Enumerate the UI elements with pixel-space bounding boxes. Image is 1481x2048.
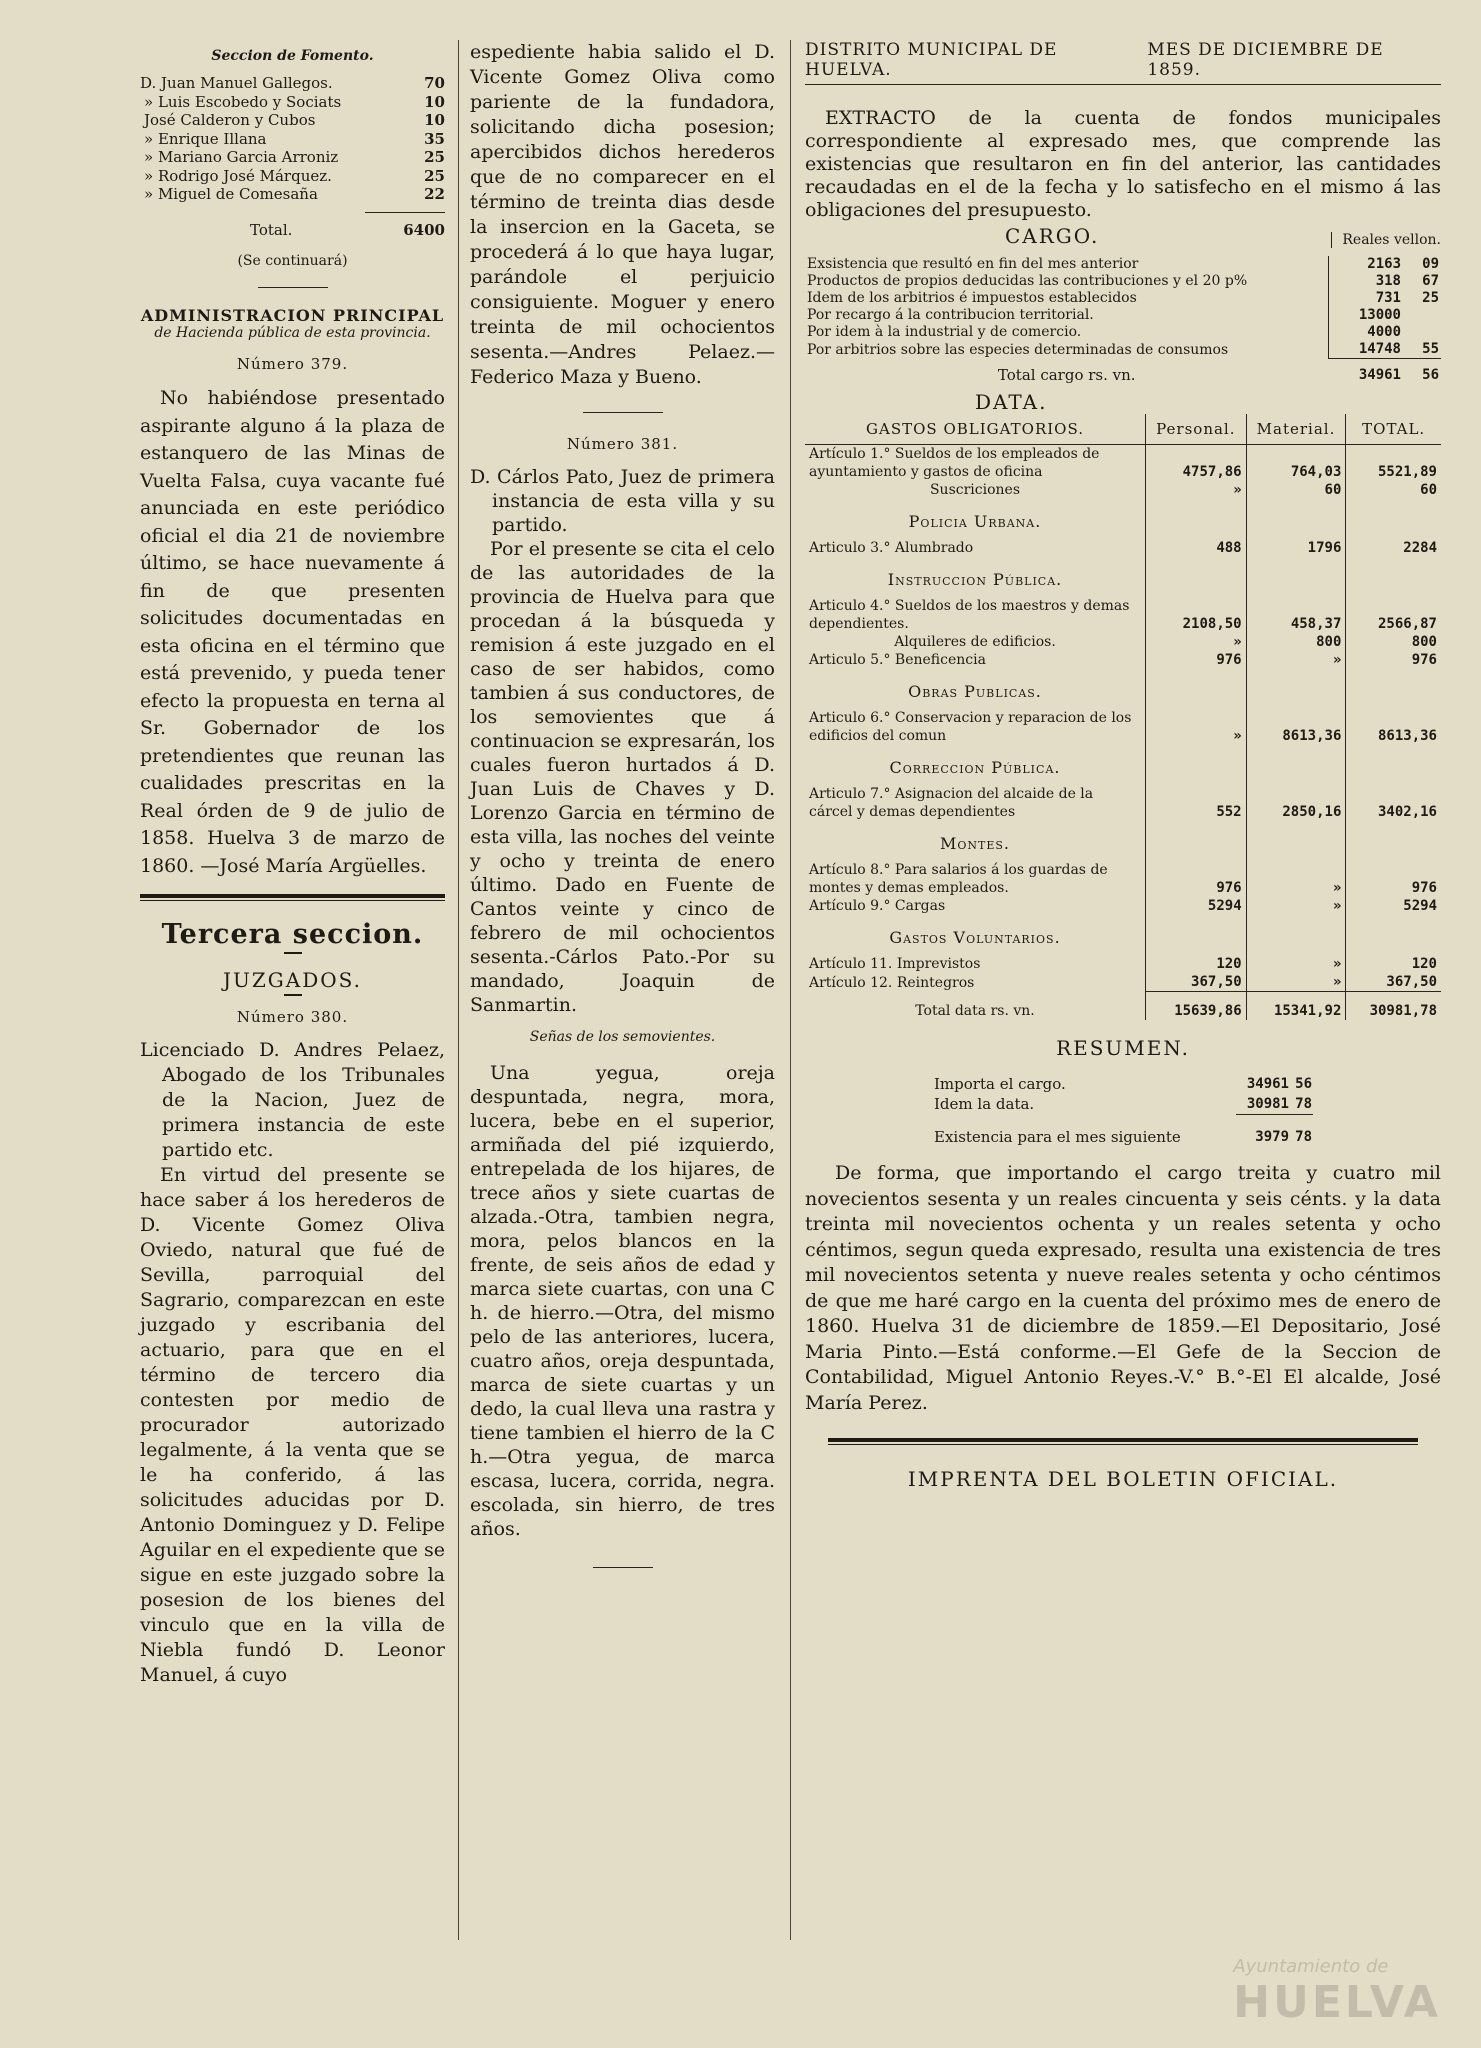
fomento-item-value: 35 — [424, 129, 445, 148]
num-379: Número 379. — [236, 355, 349, 373]
data-value-p: 120 — [1146, 955, 1247, 973]
fomento-item-name: » Rodrigo José Márquez. — [144, 166, 332, 185]
cargo-label: Productos de propios deducidas las contribuciones y el 20 p% — [807, 273, 1248, 289]
section-rule — [140, 894, 445, 901]
data-label: Artículo 11. Imprevistos — [809, 956, 981, 972]
data-label: Artículo 9.° Cargas — [809, 898, 946, 914]
data-row — [805, 481, 1441, 499]
data-value-p: 5294 — [1146, 897, 1247, 915]
data-group-title-row — [805, 557, 1441, 597]
data-value-m: » — [1246, 861, 1346, 897]
dash — [284, 952, 302, 954]
empty-cell — [1246, 557, 1346, 597]
intro-381: D. Cárlos Pato, Juez de primera instancia de esta villa y su partido. — [470, 466, 775, 536]
data-label: Artículo 1.° Sueldos de los empleados de ayuntamiento y gastos de oficina — [809, 446, 1100, 480]
empty-cell — [1346, 745, 1441, 785]
cargo-row — [805, 290, 1441, 307]
empty-cell — [1146, 557, 1247, 597]
data-row — [805, 651, 1441, 669]
cargo-amount: 13000 — [1329, 307, 1404, 324]
fomento-item-value: 22 — [424, 185, 445, 203]
data-value-m: 800 — [1246, 633, 1346, 651]
fomento-item — [140, 167, 445, 186]
reales-vellon: Reales vellon. — [1331, 232, 1441, 248]
empty-cell — [1346, 915, 1441, 955]
fomento-total — [140, 221, 445, 240]
fomento-item-name: » Luis Escobedo y Sociats — [144, 92, 342, 111]
total-rule — [365, 212, 445, 213]
data-value-p: » — [1146, 481, 1247, 499]
data-value-p: » — [1146, 709, 1247, 745]
cargo-row — [805, 256, 1441, 273]
empty-cell — [1146, 669, 1247, 709]
watermark-line1: Ayuntamiento de — [1233, 1956, 1389, 1977]
data-group-title-row — [805, 669, 1441, 709]
text-379: No habiéndose presentado aspirante alguno á la plaza de estanquero de las Minas de Vuelta Falsa, cuya vacante fué anunciada en este periódico oficial el dia 21 de noviembre último, se hace nuevamente á fin de que presenten solicitudes documentadas en esta oficina en el término que está prevenido, y pueda tener efecto la propuesta en terna al Sr. Gobernador de los pretendientes que reunan las cualidades prescritas en la Real órden de 9 de julio de 1858. Huelva 3 de marzo de 1860. —José María Argüelles. — [140, 387, 445, 877]
total-label: Total. — [250, 220, 293, 239]
resumen-data-label: Idem la data. — [934, 1095, 1035, 1113]
data-row — [805, 785, 1441, 821]
data-value-m: » — [1246, 897, 1346, 915]
cargo-label: Exsistencia que resultó en fin del mes anterior — [807, 256, 1139, 272]
data-col-header: TOTAL. — [1346, 414, 1441, 445]
data-col-header: GASTOS OBLIGATORIOS. — [805, 414, 1146, 445]
data-row — [805, 709, 1441, 745]
data-value-p: » — [1146, 633, 1247, 651]
data-header-row — [805, 414, 1441, 445]
cargo-total-b: 56 — [1403, 359, 1441, 385]
existencia-b: 78 — [1295, 1129, 1312, 1146]
cargo-cents: 55 — [1422, 341, 1439, 357]
data-row — [805, 597, 1441, 633]
data-label: Articulo 6.° Conservacion y reparacion de los edificios del comun — [809, 710, 1132, 744]
fomento-item-name: » Miguel de Comesaña — [144, 185, 318, 203]
data-total-t: 30981,78 — [1346, 992, 1441, 1021]
empty-cell — [1146, 745, 1247, 785]
data-row — [805, 445, 1441, 482]
data-label: Articulo 3.° Alumbrado — [809, 540, 974, 556]
data-group-title-row — [805, 745, 1441, 785]
cargo-label: Por idem à la industrial y de comercio. — [807, 324, 1082, 340]
cargo-row — [805, 273, 1441, 290]
cargo-title: CARGO. — [1005, 224, 1100, 248]
data-group-title-row — [805, 499, 1441, 539]
fomento-item-value: 25 — [424, 166, 445, 185]
cargo-label: Idem de los arbitrios é impuestos establecidos — [807, 290, 1137, 306]
data-value-p: 4757,86 — [1146, 445, 1247, 482]
data-value-m: » — [1246, 973, 1346, 992]
cargo-amount: 14748 — [1329, 341, 1404, 359]
admin-subtitle: de Hacienda pública de esta provincia. — [154, 325, 431, 341]
column-3 — [805, 40, 1441, 1491]
data-group-title: Montes. — [939, 834, 1010, 853]
data-value-t: 800 — [1346, 633, 1441, 651]
bottom-rule — [828, 1438, 1418, 1445]
data-total-row — [805, 992, 1441, 1021]
resumen-cargo-a: 34961 — [1246, 1076, 1289, 1092]
fomento-item-value: 10 — [424, 111, 445, 129]
cont-380: espediente habia salido el D. Vicente Gomez Oliva como pariente de la fundadora, solicitando dicha posesion; apercibidos dichos herederos que de no comparecer en el término de treinta dias desde la insercion en la Gaceta, se procederá á lo que haya lugar, parándole el perjuicio consiguiente. Moguer y enero treinta de mil ochocientos sesenta.—Andres Pelaez.— Federico Maza y Bueno. — [470, 41, 775, 388]
fomento-item-name: D. Juan Manuel Gallegos. — [140, 74, 333, 92]
empty-cell — [1246, 915, 1346, 955]
cargo-total-label: Total cargo rs. vn. — [997, 366, 1136, 384]
tercera-seccion: Tercera seccion. — [161, 919, 424, 950]
cargo-cents — [1403, 307, 1441, 324]
data-label: Articulo 5.° Beneficencia — [809, 652, 986, 668]
fomento-item-value: 25 — [424, 148, 445, 166]
empty-cell — [1146, 915, 1247, 955]
empty-cell — [1146, 499, 1247, 539]
resumen-cargo — [933, 1074, 1313, 1094]
cargo-row — [805, 307, 1441, 324]
cargo-cents: 67 — [1422, 273, 1439, 289]
closing-text: De forma, que importando el cargo treita y cuatro mil novecientos sesenta y un reales cincuenta y seis cénts. y la data treinta mil novecientos ochenta y un reales setenta y ocho céntimos, segun queda expresado, resulta una existencia de tres mil novecientos setenta y nueve reales setenta y ocho céntimos de que me haré cargo en la cuenta del próximo mes de enero de 1860. Huelva 31 de diciembre de 1859.—El Depositario, José Maria Pinto.—Está conforme.—El Gefe de la Seccion de Contabilidad, Miguel Antonio Reyes.-V.° B.°-El El alcalde, José María Perez. — [805, 1162, 1441, 1414]
data-col-header: Personal. — [1146, 414, 1247, 445]
text-381: Por el presente se cita el celo de las autoridades de la provincia de Huelva para que procedan á la búsqueda y remision á este juzgado en el caso de ser habidos, como tambien á sus conductores, de los semovientes que á continuacion se expresarán, los cuales fueron hurtados á D. Juan Luis de Chaves y D. Lorenzo Garcia en término de esta villa, las noches del veinte y ocho y treinta de enero último. Dado en Fuente de Cantos veinte y cinco de febrero de mil ochocientos sesenta.-Cárlos Pato.-Por su mandado, Joaquin de Sanmartin. — [470, 538, 775, 1016]
month-title: MES DE DICIEMBRE DE 1859. — [1147, 40, 1384, 80]
empty-cell — [1246, 499, 1346, 539]
cargo-label: Por recargo á la contribucion territorial. — [807, 307, 1094, 323]
fomento-list — [140, 74, 445, 204]
cargo-amount: 318 — [1329, 273, 1404, 290]
fomento-item-value: 10 — [424, 92, 445, 111]
existencia-row — [933, 1114, 1313, 1147]
data-label: Artículo 8.° Para salarios á los guardas de montes y demas empleados. — [809, 862, 1108, 896]
num-380: Número 380. — [236, 1008, 349, 1026]
empty-cell — [1346, 499, 1441, 539]
text-380: En virtud del presente se hace saber á los herederos de D. Vicente Gomez Oliva Oviedo, natural que fué de Sevilla, parroquial del Sagrario, comparezcan en este juzgado y escribania del actuario, para que en el término de tercero dia contesten por medio de procurador autorizado legalmente, á la venta que se le ha conferido, á las solicitudes aducidas por D. Antonio Dominguez y D. Felipe Aguilar en el expediente que se sigue en este juzgado sobre la posesion de los bienes del vinculo que en la villa de Niebla fundó D. Leonor Manuel, á cuyo — [140, 1164, 445, 1686]
empty-cell — [1246, 821, 1346, 861]
data-total-label: Total data rs. vn. — [915, 1003, 1035, 1019]
data-value-t: 2284 — [1346, 539, 1441, 557]
fomento-item-name: » Enrique Illana — [144, 129, 267, 148]
data-value-t: 60 — [1346, 481, 1441, 499]
data-value-t: 367,50 — [1346, 973, 1441, 992]
cargo-amount: 4000 — [1329, 324, 1404, 341]
data-value-t: 5294 — [1346, 897, 1441, 915]
imprenta: IMPRENTA DEL BOLETIN OFICIAL. — [907, 1467, 1339, 1491]
data-table — [805, 414, 1441, 1020]
data-group-title-row — [805, 915, 1441, 955]
resumen-cargo-label: Importa el cargo. — [934, 1075, 1066, 1093]
total-value: 6400 — [403, 220, 445, 239]
data-group-title: Gastos Voluntarios. — [889, 928, 1061, 947]
watermark — [1233, 1956, 1441, 2028]
data-row — [805, 633, 1441, 651]
data-value-p: 2108,50 — [1146, 597, 1247, 633]
data-value-m: 60 — [1246, 481, 1346, 499]
data-value-m: 8613,36 — [1246, 709, 1346, 745]
divider — [593, 1567, 653, 1568]
data-row — [805, 897, 1441, 915]
column-rule — [458, 40, 459, 1940]
juzgados-title: JUZGADOS. — [223, 968, 362, 992]
column-1 — [140, 40, 445, 1688]
data-label: Suscriciones — [929, 482, 1021, 498]
data-value-t: 976 — [1346, 861, 1441, 897]
dash — [284, 994, 302, 996]
column-2 — [470, 40, 775, 1594]
fomento-item — [140, 93, 445, 112]
fomento-item — [140, 185, 445, 204]
empty-cell — [1346, 821, 1441, 861]
data-row — [805, 973, 1441, 992]
cargo-cents — [1403, 324, 1441, 341]
senas-title: Señas de los semovientes. — [529, 1029, 716, 1045]
divider — [258, 287, 328, 288]
empty-cell — [1346, 669, 1441, 709]
fomento-item — [140, 130, 445, 149]
cargo-cents: 09 — [1422, 256, 1439, 272]
data-group-title-row — [805, 821, 1441, 861]
resumen-data — [933, 1094, 1313, 1114]
data-value-m: » — [1246, 651, 1346, 669]
data-label: Articulo 7.° Asignacion del alcaide de la cárcel y demas dependientes — [809, 786, 1094, 820]
fomento-item — [140, 74, 445, 93]
empty-cell — [1346, 557, 1441, 597]
cargo-label: Por arbitrios sobre las especies determinadas de consumos — [807, 341, 1229, 358]
data-value-p: 976 — [1146, 651, 1247, 669]
fomento-title: Seccion de Fomento. — [211, 48, 374, 64]
data-label: Alquileres de edificios. — [894, 634, 1056, 650]
fomento-item — [140, 148, 445, 167]
resumen-cargo-b: 56 — [1295, 1076, 1312, 1092]
cargo-amount: 731 — [1329, 290, 1404, 307]
watermark-line2: HUELVA — [1233, 1977, 1441, 2028]
data-group-title: Correccion Pública. — [889, 758, 1061, 777]
empty-cell — [1246, 669, 1346, 709]
data-value-m: 764,03 — [1246, 445, 1346, 482]
data-row — [805, 861, 1441, 897]
resumen-title: RESUMEN. — [1056, 1036, 1190, 1060]
cargo-row — [805, 324, 1441, 341]
data-value-t: 2566,87 — [1346, 597, 1441, 633]
data-total-p: 15639,86 — [1146, 992, 1247, 1021]
data-value-m: » — [1246, 955, 1346, 973]
data-group-title: Instruccion Pública. — [887, 570, 1063, 589]
data-value-p: 976 — [1146, 861, 1247, 897]
fomento-item-value: 70 — [424, 74, 445, 92]
data-label: Artículo 12. Reintegros — [809, 974, 975, 991]
cargo-table — [805, 256, 1441, 384]
resumen-table — [933, 1074, 1313, 1147]
fomento-item-name: José Calderon y Cubos — [144, 111, 316, 129]
existencia-label: Existencia para el mes siguiente — [934, 1128, 1181, 1146]
data-value-m: 2850,16 — [1246, 785, 1346, 821]
data-group-title: Policia Urbana. — [908, 512, 1042, 531]
admin-title: ADMINISTRACION PRINCIPAL — [140, 306, 445, 325]
num-381: Número 381. — [566, 435, 679, 453]
cargo-cents: 25 — [1422, 290, 1439, 306]
data-row — [805, 539, 1441, 557]
cargo-total-row — [805, 359, 1441, 385]
cargo-total-a: 34961 — [1329, 359, 1404, 385]
cargo-row — [805, 341, 1441, 359]
extracto: EXTRACTO de la cuenta de fondos municipales correspondiente al expresado mes, que comprende las existencias que resultaron en fin del anterior, las cantidades recaudadas en el de la fecha y lo satisfecho en el mismo á las obligaciones del presupuesto. — [805, 107, 1441, 221]
fomento-item-name: » Mariano Garcia Arroniz — [144, 148, 339, 166]
data-value-p: 488 — [1146, 539, 1247, 557]
data-title: DATA. — [975, 390, 1048, 414]
existencia-a: 3979 — [1255, 1129, 1289, 1146]
cargo-amount: 2163 — [1329, 256, 1404, 273]
data-value-t: 5521,89 — [1346, 445, 1441, 482]
resumen-data-a: 30981 — [1236, 1094, 1290, 1114]
data-value-m: 458,37 — [1246, 597, 1346, 633]
fomento-item — [140, 111, 445, 130]
data-value-t: 3402,16 — [1346, 785, 1441, 821]
data-group-title: Obras Publicas. — [908, 682, 1042, 701]
data-value-p: 367,50 — [1146, 973, 1247, 992]
data-row — [805, 955, 1441, 973]
empty-cell — [1246, 745, 1346, 785]
data-value-t: 120 — [1346, 955, 1441, 973]
divider — [583, 412, 663, 413]
empty-cell — [1146, 821, 1247, 861]
continuara: (Se continuará) — [237, 253, 348, 269]
data-col-header: Material. — [1246, 414, 1346, 445]
data-label: Articulo 4.° Sueldos de los maestros y demas dependientes. — [809, 598, 1130, 632]
data-value-m: 1796 — [1246, 539, 1346, 557]
senas-text: Una yegua, oreja despuntada, negra, mora, lucera, bebe en el superior, armiñada del pié izquierdo, entrepelada de los hijares, de trece años y siete cuartas de alzada.-Otra, tambien negra, mora, pelos blancos en la frente, de seis años de edad y marca siete cuartas, con una C h. de hierro.—Otra, del mismo pelo de las anteriores, lucera, cuatro años, oreja despuntada, marca de siete cuartas y un dedo, la cual lleva una rastra y tiene tambien el hierro de la C h.—Otra yegua, de marca escasa, lucera, corrida, negra. escolada, sin hierro, de tres años. — [470, 1062, 775, 1540]
column-rule — [790, 40, 791, 1940]
district-title: DISTRITO MUNICIPAL DE HUELVA. — [805, 40, 1058, 80]
lic-380: Licenciado D. Andres Pelaez, Abogado de los Tribunales de la Nacion, Juez de primera instancia de este partido etc. — [140, 1039, 445, 1161]
data-total-m: 15341,92 — [1246, 992, 1346, 1021]
data-value-p: 552 — [1146, 785, 1247, 821]
resumen-data-b: 78 — [1290, 1094, 1313, 1114]
page-header — [805, 40, 1441, 85]
data-value-t: 976 — [1346, 651, 1441, 669]
data-value-t: 8613,36 — [1346, 709, 1441, 745]
